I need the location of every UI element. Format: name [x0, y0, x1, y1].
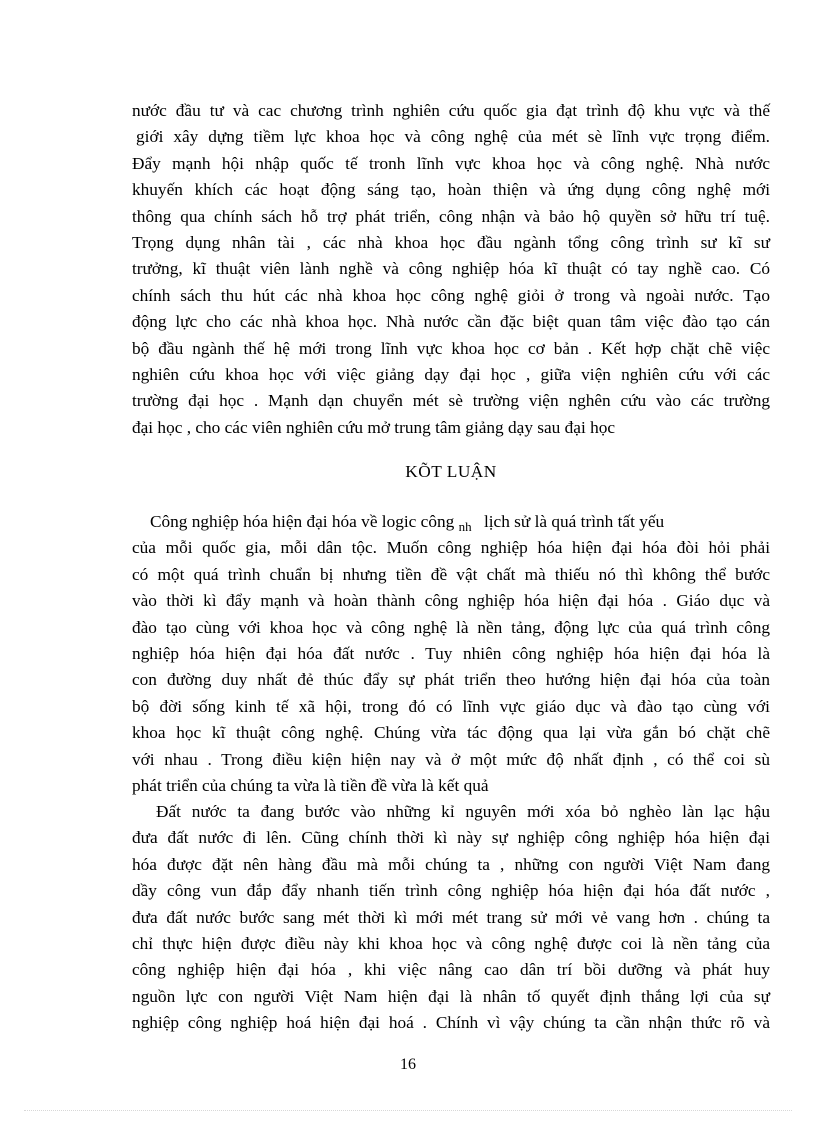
text-line: con đường duy nhất đẻ thúc đẩy sự phát triển theo hướng hiện đại hóa của toàn [132, 670, 770, 690]
text-line: dầy công vun đắp đẩy nhanh tiến trình công nghiệp hóa hiện đại hóa đất nước , [132, 881, 770, 901]
text-line: đại học , cho các viên nghiên cứu mở trung tâm giảng dạy sau đại học [132, 417, 616, 437]
text-line: nghiệp công nghiệp hoá hiện đại hoá . Chính vì vậy chúng ta cần nhận thức rõ và [132, 1013, 770, 1033]
text-line: trường đại học . Mạnh dạn chuyển mét sè trường viện nghên cứu vào các trường [132, 391, 770, 411]
text-line: có một quá trình chuẩn bị nhưng tiền đề vật chất mà thiếu nó thì không thể bước [132, 564, 770, 584]
text-segment: Công nghiệp hóa hiện đại hóa về logic công [150, 512, 455, 531]
text-segment: lịch sử là quá trình tất yếu [483, 512, 665, 531]
text-line: bộ đời sống kinh tế xã hội, trong đó có lĩnh vực giáo dục và đào tạo cùng với [132, 696, 770, 716]
page-number: 16 [400, 1056, 416, 1073]
text-line: giới xây dựng tiềm lực khoa học và công nghệ của mét sè lĩnh vực trọng điểm. [136, 127, 770, 147]
text-line: đào tạo cùng với khoa học và công nghệ là nền tảng, động lực của quá trình công [132, 617, 770, 637]
text-line: trưởng, kĩ thuật viên lành nghề và công nghiệp hóa kĩ thuật có tay nghề cao. Có [132, 259, 770, 279]
text-line: khoa học kĩ thuật công nghệ. Chúng vừa tác động qua lại vừa gắn bó chặt chẽ [132, 723, 770, 743]
text-line: nước đầu tư và cac chương trình nghiên cứu quốc gia đạt trình độ khu vực và thế [132, 101, 770, 120]
text-line: công nghiệp hiện đại hóa , khi việc nâng cao dân trí bồi dưỡng và phát huy [132, 960, 770, 980]
page-border-divider [24, 1110, 792, 1111]
text-line: đưa đất nước đi lên. Cũng chính thời kì này sự nghiệp công nghiệp hóa hiện đại [132, 828, 770, 848]
text-line: chính sách thu hút các nhà khoa học công nghệ giỏi ở trong và ngoài nước. Tạo [132, 285, 770, 305]
text-line: Đất nước ta đang bước vào những kỉ nguyên mới xóa bỏ nghèo làn lạc hậu [156, 802, 770, 821]
text-line: của mỗi quốc gia, mỗi dân tộc. Muốn công nghiệp hóa hiện đại hóa đòi hỏi phải [132, 538, 770, 558]
text-line: đưa đất nước bước sang mét thời kì mới mét trang sử mới vẻ vang hơn . chúng ta [132, 907, 770, 927]
text-line: Đẩy mạnh hội nhập quốc tế tronh lĩnh vực khoa học và công nghệ. Nhà nước [132, 153, 770, 173]
text-line: khuyến khích các hoạt động sáng tạo, hoàn thiện và ứng dụng công nghệ mới [132, 180, 770, 200]
text-line: nghiệp hóa hiện đại hóa đất nước . Tuy nhiên công nghiệp hóa hiện đại hóa là [132, 643, 770, 663]
text-line: nguồn lực con người Việt Nam hiện đại là nhân tố quyết định thắng lợi của sự [132, 986, 770, 1006]
section-heading: KÕT LUẬN [405, 462, 497, 481]
text-line: động lực cho các nhà khoa học. Nhà nước cần đặc biệt quan tâm việc đào tạo cán [132, 312, 770, 332]
paragraph-conclusion-1 [132, 509, 770, 799]
text-line: Trọng dụng nhân tài , các nhà khoa học đầu ngành tổng công trình sư kĩ sư [132, 232, 770, 252]
paragraph-intro [132, 98, 770, 441]
text-line: thông qua chính sách hỗ trợ phát triển, công nhận và bảo hộ quyền sở hữu trí tuệ. [132, 206, 770, 226]
text-line: với nhau . Trong điều kiện hiện nay và ở một mức độ nhất định , có thể coi sù [132, 749, 770, 769]
text-line [132, 509, 770, 535]
text-subscript: nh [458, 519, 472, 534]
text-line: hóa được đặt nên hàng đầu mà mỗi chúng ta , những con người Việt Nam đang [132, 854, 770, 874]
text-line: nghiên cứu khoa học với việc giảng dạy đại học , giữa viện nghiên cứu với các [132, 364, 770, 384]
text-line: chỉ thực hiện được điều này khi khoa học và công nghệ được coi là nền tảng của [132, 933, 770, 953]
text-line: bộ đầu ngành thế hệ mới trong lĩnh vực khoa học cơ bản . Kết hợp chặt chẽ việc [132, 338, 770, 358]
text-line: vào thời kì đẩy mạnh và hoàn thành công nghiệp hóa hiện đại hóa . Giáo dục và [132, 591, 770, 611]
text-line: phát triển của chúng ta vừa là tiền đề vừa là kết quả [132, 775, 489, 795]
paragraph-conclusion-2 [132, 799, 770, 1037]
